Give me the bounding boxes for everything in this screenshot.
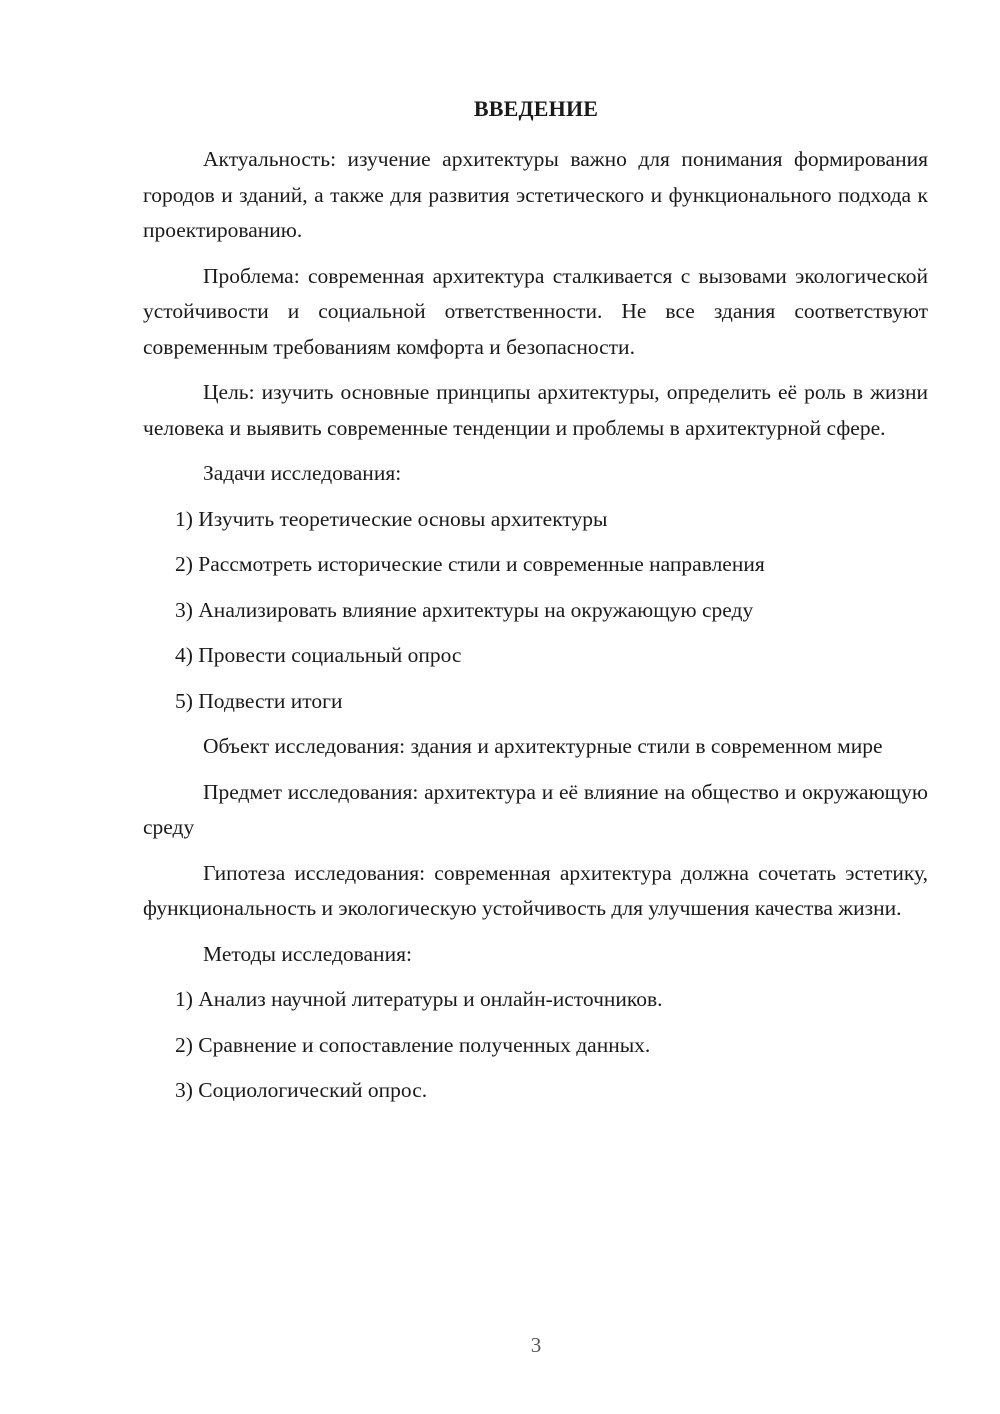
list-item: 4) Провести социальный опрос [175, 643, 462, 667]
paragraph-hypothesis: Гипотеза исследования: современная архитектура должна сочетать эстетику, функциональность и экологическую устойчивость для улучшения качества жизни. [143, 860, 928, 920]
list-item: 2) Рассмотреть исторические стили и современные направления [175, 552, 765, 576]
list-item: 3) Анализировать влияние архитектуры на окружающую среду [175, 597, 754, 622]
methods-list [143, 982, 928, 1109]
paragraph-object: Объект исследования: здания и архитектурные стили в современном мире [203, 734, 883, 758]
methods-heading: Методы исследования: [203, 941, 412, 966]
paragraph-goal: Цель: изучить основные принципы архитектуры, определить её роль в жизни человека и выявить современные тенденции и проблемы в архитектурной сфере. [143, 380, 928, 440]
list-item: 1) Изучить теоретические основы архитектуры [175, 506, 608, 531]
list-item: 5) Подвести итоги [175, 688, 343, 713]
list-item: 3) Социологический опрос. [175, 1078, 428, 1102]
tasks-heading: Задачи исследования: [203, 461, 402, 485]
tasks-list [143, 502, 928, 720]
paragraph-subject: Предмет исследования: архитектура и её влияние на общество и окружающую среду [143, 779, 928, 839]
list-item: 1) Анализ научной литературы и онлайн-источников. [175, 987, 663, 1011]
paragraph-problem: Проблема: современная архитектура сталкивается с вызовами экологической устойчивости и социальной ответственности. Не все здания соответствуют современным требованиям комфорта и безопасности. [143, 263, 928, 359]
list-item: 2) Сравнение и сопоставление полученных данных. [175, 1032, 651, 1057]
page-number: 3 [530, 1333, 542, 1357]
page-title: ВВЕДЕНИЕ [473, 96, 599, 121]
document-body [143, 142, 928, 1119]
paragraph-relevance: Актуальность: изучение архитектуры важно для понимания формирования городов и зданий, а также для развития эстетического и функционального подхода к проектированию. [143, 147, 928, 242]
